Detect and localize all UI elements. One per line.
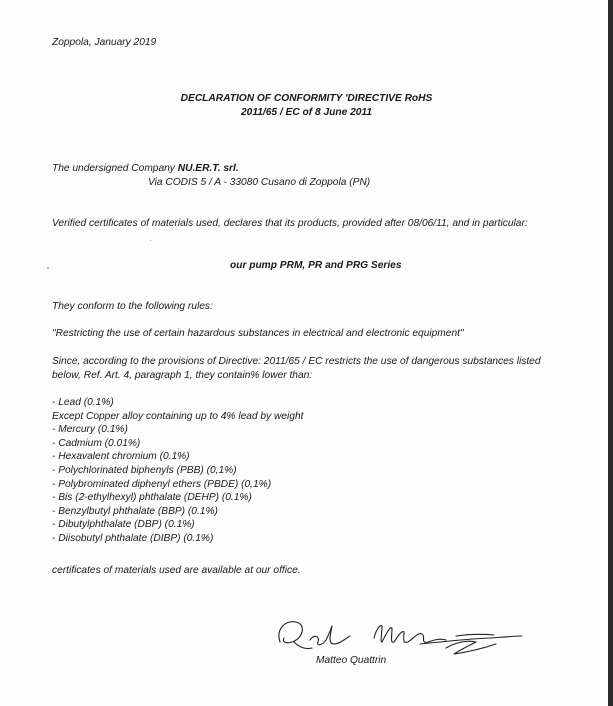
- quote-text: "Restricting the use of certain hazardous substances in electrical and electronic equipment": [52, 328, 464, 339]
- title-line-2: 2011/65 / EC of 8 June 2011: [241, 107, 372, 118]
- scan-speck: [186, 409, 187, 410]
- scan-edge: [608, 0, 613, 706]
- substance-item: Except Copper alloy containing up to 4% lead by weight: [52, 410, 304, 422]
- company-address: Via CODIS 5 / A - 33080 Cusano di Zoppola (PN): [148, 177, 371, 188]
- certificates-text: certificates of materials used are available at our office.: [52, 565, 301, 576]
- substance-item: - Bis (2-ethylhexyl) phthalate (DEHP) (0.1%): [52, 492, 252, 504]
- verified-text: Verified certificates of materials used, declares that its products, provided after 08/06/11, and in particular:: [52, 218, 528, 229]
- products-line: our pump PRM, PR and PRG Series: [230, 260, 402, 271]
- substances-list: [52, 396, 303, 546]
- since-line-1: Since, according to the provisions of Directive: 2011/65 / EC restricts the use of dangerous substances listed: [52, 356, 541, 367]
- since-line-2: below, Ref. Art. 4, paragraph 1, they contain% lower than:: [52, 370, 313, 381]
- company-line: [52, 162, 239, 175]
- substance-item: - Polychlorinated biphenyls (PBB) (0,1%): [52, 464, 237, 476]
- scan-speck: [47, 267, 49, 269]
- substance-item: - Hexavalent chromium (0.1%): [52, 451, 190, 463]
- substance-item: - Dibutylphthalate (DBP) (0.1%): [52, 519, 195, 531]
- conform-text: They conform to the following rules:: [52, 301, 213, 312]
- title-line-1: DECLARATION OF CONFORMITY 'DIRECTIVE RoHS: [180, 93, 433, 104]
- substance-item: - Cadmium (0.01%): [52, 437, 141, 449]
- scan-speck: [150, 240, 151, 241]
- handwritten-signature: [270, 612, 530, 662]
- substance-item: - Benzylbutyl phthalate (BBP) (0.1%): [52, 505, 218, 517]
- date-line: Zoppola, January 2019: [52, 37, 157, 48]
- signatory-name: Matteo Quattrin: [316, 655, 387, 666]
- substance-item: - Polybrominated diphenyl ethers (PBDE) (0,1%): [52, 478, 272, 490]
- company-prefix: The undersigned Company: [52, 163, 178, 174]
- substance-item: - Lead (0.1%): [52, 397, 114, 408]
- substance-item: - Diisobutyl phthalate (DIBP) (0.1%): [52, 532, 214, 544]
- substance-item: - Mercury (0.1%): [52, 424, 128, 436]
- company-name: NU.ER.T. srl.: [177, 163, 239, 174]
